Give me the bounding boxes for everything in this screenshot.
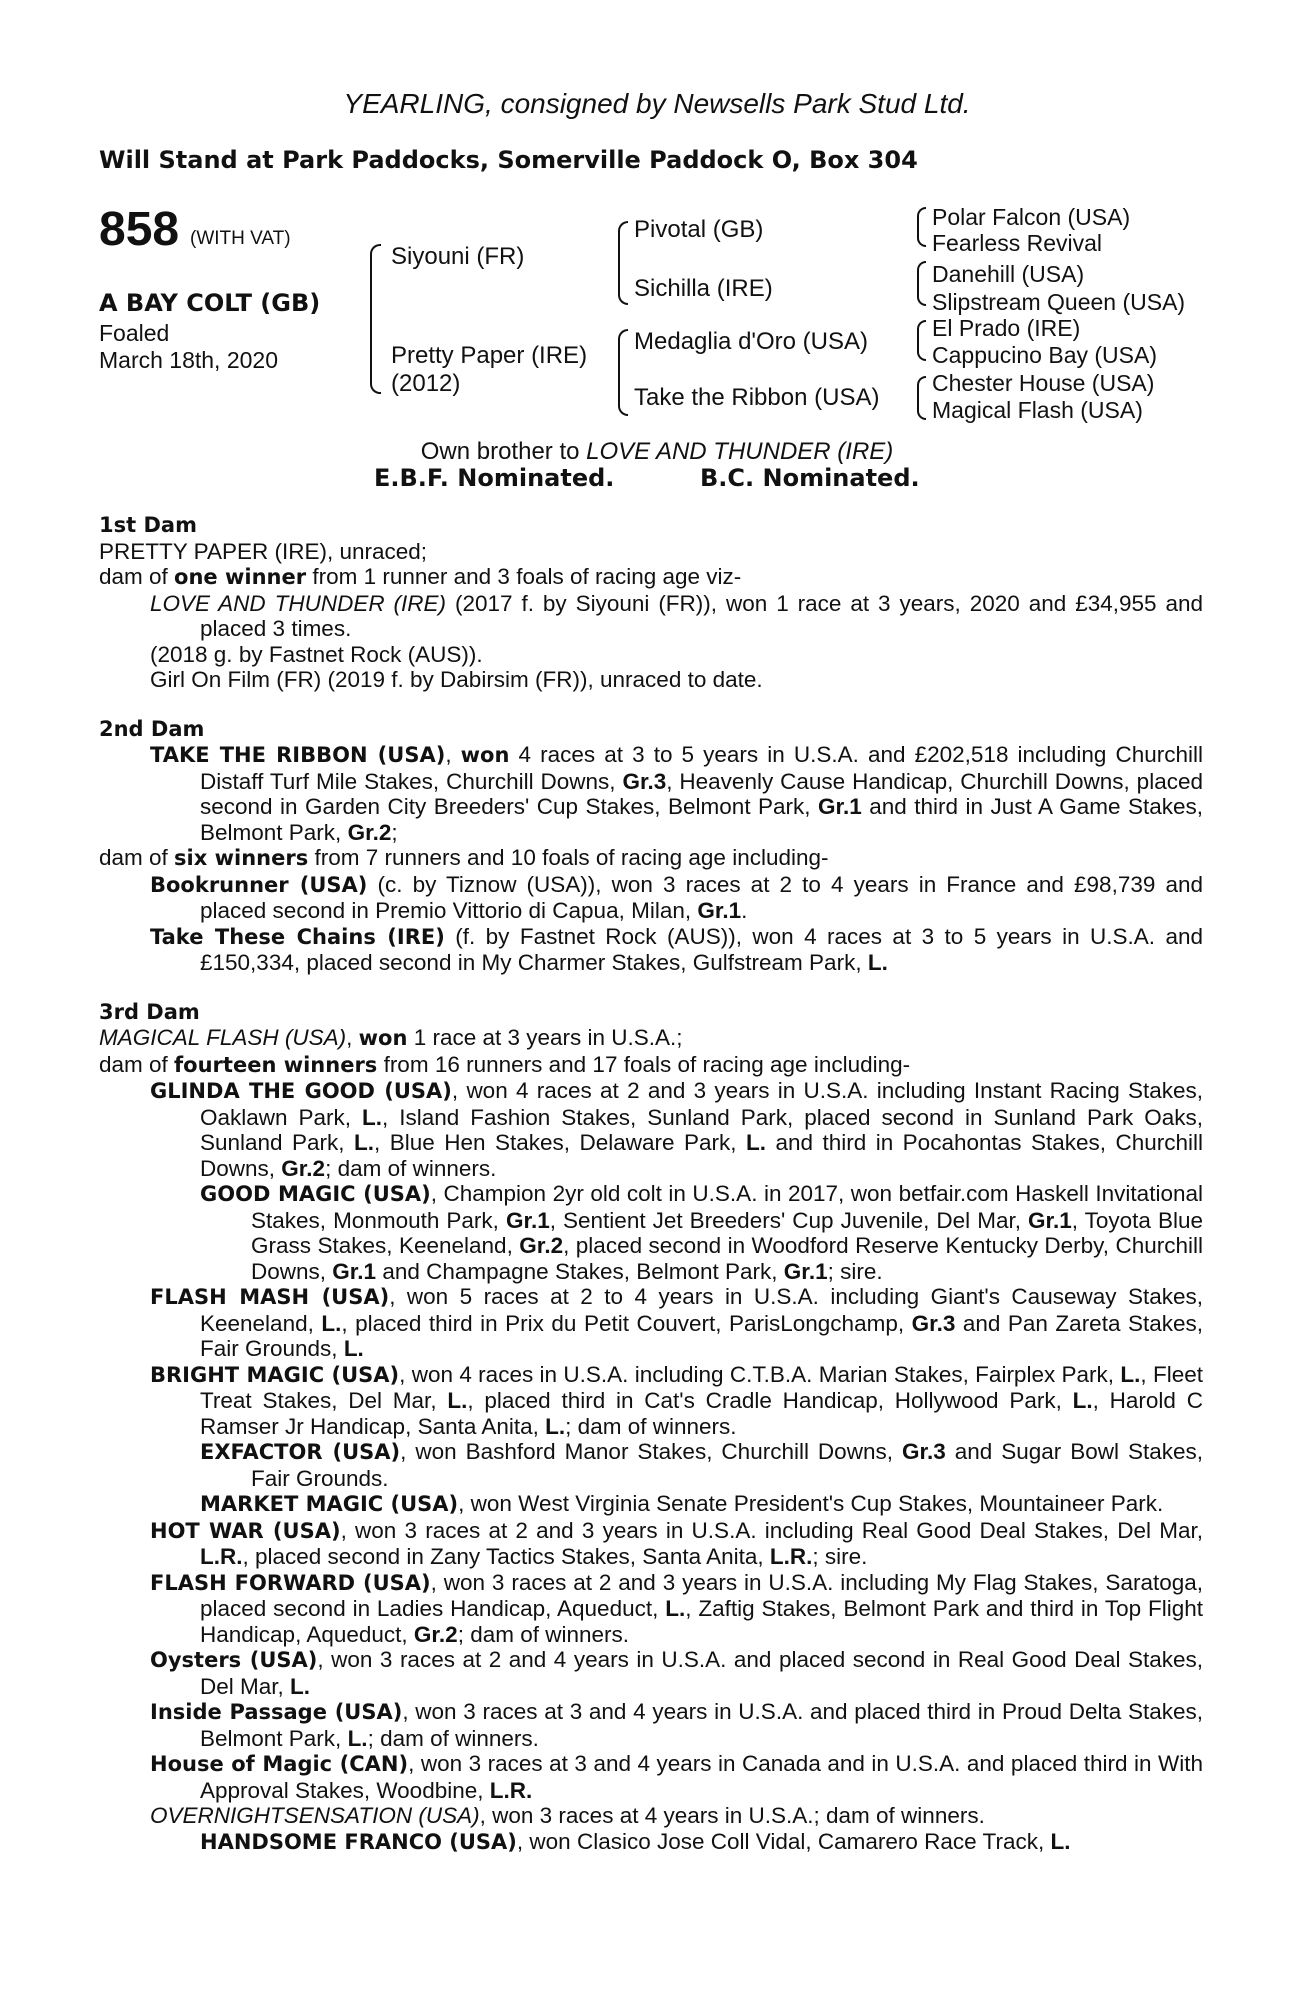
- record-entry: [99, 1751, 1203, 1803]
- record-entry: [99, 1052, 1203, 1079]
- entry-text: and Champagne Stakes, Belmont Park,: [376, 1258, 784, 1284]
- entry-text: , placed third in Cat's Cradle Handicap, Hollywood Park,: [467, 1388, 1073, 1413]
- horse-name: A BAY COLT (GB): [99, 289, 321, 317]
- bc-nomination: B.C. Nominated.: [700, 464, 920, 492]
- race-grade: L.: [1050, 1828, 1071, 1854]
- horse-name-bold: Inside Passage (USA): [150, 1700, 403, 1724]
- race-grade: Gr.2: [347, 819, 392, 845]
- sale-heading: YEARLING, consigned by Newsells Park Stud Ltd.: [343, 88, 971, 119]
- entry-text: (c. by Tiznow (USA)), won 3 races at 2 to 4 years in France and £98,739 and placed second in Premio Vittorio di Capua, Milan,: [200, 871, 1203, 923]
- section-entries: [99, 539, 1203, 693]
- horse-name-bold: FLASH MASH (USA): [150, 1285, 390, 1309]
- entry-text: ,: [445, 742, 461, 767]
- race-grade: L.: [1072, 1388, 1093, 1413]
- g3-horse: Fearless Revival: [932, 230, 1102, 256]
- record-entry: [150, 667, 1203, 693]
- own-brother-name: LOVE AND THUNDER (IRE): [586, 438, 894, 465]
- brace-g3-4: [917, 376, 926, 420]
- race-grade: L.R.: [200, 1544, 243, 1569]
- sire-dam: Sichilla (IRE): [634, 275, 773, 302]
- horse-name-bold: GLINDA THE GOOD (USA): [150, 1079, 452, 1103]
- section-heading: 1st Dam: [99, 513, 197, 537]
- lot-number: 858: [99, 203, 180, 256]
- g3-horse: Danehill (USA): [932, 261, 1085, 287]
- race-grade: Gr.3: [911, 1310, 956, 1336]
- race-grade: L.R.: [489, 1777, 533, 1803]
- horse-name-italic: MAGICAL FLASH (USA): [99, 1025, 347, 1050]
- horse-name-bold: GOOD MAGIC (USA): [200, 1182, 431, 1206]
- race-grade: L.: [1120, 1361, 1141, 1387]
- foaled-date: March 18th, 2020: [99, 347, 279, 373]
- brace-parents: [370, 244, 381, 394]
- entry-text: , Harold C Ramser Jr Handicap, Santa Anita,: [200, 1388, 1203, 1439]
- race-grade: L.: [545, 1413, 566, 1439]
- entry-text: , placed second in Woodford Reserve Kentucky Derby, Churchill Downs,: [251, 1233, 1204, 1284]
- section-heading: 3rd Dam: [99, 999, 200, 1024]
- entry-text: ; dam of winners.: [367, 1725, 539, 1751]
- horse-name-bold: HANDSOME FRANCO (USA): [200, 1829, 517, 1854]
- entry-text: and Sugar Bowl Stakes, Fair Grounds.: [251, 1439, 1204, 1491]
- sire: Siyouni (FR): [391, 243, 525, 270]
- horse-name-italic: LOVE AND THUNDER (IRE): [150, 590, 447, 616]
- horse-name-bold: Bookrunner (USA): [150, 872, 368, 897]
- ebf-nomination: E.B.F. Nominated.: [374, 464, 615, 492]
- entry-text: ; sire.: [827, 1258, 883, 1284]
- record-entry: [99, 1078, 1203, 1181]
- race-grade: L.: [745, 1130, 766, 1155]
- entry-text: and Pan Zareta Stakes, Fair Grounds,: [200, 1310, 1203, 1361]
- record-entry: [99, 1647, 1203, 1699]
- entry-text: 4 races at 3 to 5 years in U.S.A. and £202,518 including Churchill Distaff Turf Mile Stakes, Churchill Downs,: [200, 742, 1203, 794]
- second-dam-section: [99, 717, 1203, 976]
- stabling-location: Will Stand at Park Paddocks, Somerville Paddock O, Box 304: [99, 146, 918, 174]
- entry-text: , won 3 races at 2 and 4 years in U.S.A. and placed second in Real Good Deal Stakes, Del Mar,: [200, 1647, 1203, 1699]
- horse-name-bold: fourteen winners: [174, 1052, 378, 1077]
- race-grade: L.: [447, 1388, 468, 1413]
- section-heading: 2nd Dam: [99, 716, 205, 741]
- g3-horse: El Prado (IRE): [932, 315, 1081, 341]
- entry-text: 1 race at 3 years in U.S.A.;: [407, 1025, 683, 1050]
- race-grade: Gr.2: [413, 1621, 458, 1647]
- entry-text: , won 4 races at 2 and 3 years in U.S.A. including Instant Racing Stakes, Oaklawn Park,: [200, 1078, 1204, 1130]
- record-entry: [99, 1699, 1203, 1751]
- race-grade: Gr.1: [783, 1258, 828, 1284]
- record-entry: [99, 1181, 1203, 1284]
- race-grade: Gr.3: [622, 768, 667, 794]
- entry-text: , Island Fashion Stakes, Sunland Park, placed second in Sunland Park Oaks, Sunland Park,: [200, 1104, 1203, 1155]
- entry-text: , won 3 races at 4 years in U.S.A.; dam of winners.: [479, 1803, 985, 1828]
- horse-name-bold: Take These Chains (IRE): [150, 924, 445, 949]
- entry-text: ; dam of winners.: [565, 1413, 737, 1439]
- record-entry: [99, 924, 1203, 976]
- foaled-info: [99, 320, 278, 374]
- own-brother-note: [0, 438, 1314, 466]
- entry-text: , Toyota Blue Grass Stakes, Keeneland,: [251, 1207, 1204, 1258]
- horse-name-bold: FLASH FORWARD (USA): [150, 1570, 431, 1595]
- entry-text: , Heavenly Cause Handicap, Churchill Downs, placed second in Garden City Breeders' Cup Stakes, Belmont Park,: [200, 768, 1203, 819]
- race-grade: Gr.1: [505, 1207, 550, 1233]
- entry-text: and third in Just A Game Stakes, Belmont Park,: [200, 794, 1203, 845]
- brace-dam-line: [618, 329, 628, 416]
- entry-text: ; dam of winners.: [457, 1621, 630, 1647]
- entry-text: , Champion 2yr old colt in U.S.A. in 2017, won betfair.com Haskell Invitational Stakes, Monmouth Park,: [251, 1181, 1203, 1233]
- entry-text: , placed third in Prix du Petit Couvert, ParisLongchamp,: [341, 1310, 912, 1336]
- record-entry: [99, 539, 1203, 565]
- entry-text: Girl On Film (FR) (2019 f. by Dabirsim (FR)), unraced to date.: [150, 667, 763, 692]
- horse-name-bold: Oysters (USA): [150, 1648, 318, 1672]
- entry-text: from 7 runners and 10 foals of racing age including-: [308, 845, 829, 870]
- race-grade: Gr.2: [519, 1233, 564, 1258]
- entry-text: dam of: [99, 564, 175, 589]
- race-grade: Gr.1: [1028, 1207, 1072, 1233]
- entry-text: (2018 g. by Fastnet Rock (AUS)).: [150, 641, 483, 667]
- g3-horse: Chester House (USA): [932, 370, 1155, 396]
- horse-name-bold: TAKE THE RIBBON (USA): [150, 743, 446, 767]
- entry-text: , won 5 races at 2 to 4 years in U.S.A. including Giant's Causeway Stakes, Keeneland,: [200, 1284, 1203, 1336]
- entry-text: from 16 runners and 17 foals of racing age including-: [377, 1051, 911, 1077]
- dam: Pretty Paper (IRE): [391, 342, 588, 369]
- entry-text: (2017 f. by Siyouni (FR)), won 1 race at 3 years, 2020 and £34,955 and placed 3 times.: [200, 590, 1203, 641]
- horse-name-bold: won: [358, 1026, 408, 1050]
- race-grade: L.: [354, 1130, 375, 1155]
- entry-text: , won 3 races at 2 and 3 years in U.S.A. including Real Good Deal Stakes, Del Mar,: [340, 1517, 1203, 1543]
- dam-dam: Take the Ribbon (USA): [634, 384, 880, 411]
- third-dam-section: [99, 1000, 1203, 1856]
- race-grade: L.: [347, 1725, 368, 1751]
- dam-year: (2012): [391, 370, 461, 397]
- record-entry: [99, 1829, 1203, 1856]
- vat-note: (WITH VAT): [190, 228, 291, 249]
- dam-sire: Medaglia d'Oro (USA): [634, 328, 868, 355]
- entry-text: PRETTY PAPER (IRE), unraced;: [99, 538, 428, 564]
- record-entry: [99, 1570, 1203, 1648]
- race-grade: L.: [867, 950, 888, 975]
- record-entry: [99, 1803, 1203, 1829]
- sire-sire: Pivotal (GB): [634, 216, 764, 243]
- entry-text: , won 3 races at 3 and 4 years in Canada and in U.S.A. and placed third in With Approval Stakes, Woodbine,: [200, 1751, 1203, 1803]
- entry-text: , won Clasico Jose Coll Vidal, Camarero Race Track,: [516, 1828, 1051, 1854]
- entry-text: , placed second in Zany Tactics Stakes, Santa Anita,: [242, 1544, 770, 1569]
- g3-horse: Slipstream Queen (USA): [932, 289, 1186, 315]
- entry-text: (f. by Fastnet Rock (AUS)), won 4 races at 3 to 5 years in U.S.A. and £150,334, placed second in My Charmer Stakes, Gulfstream Park,: [200, 923, 1203, 975]
- record-entry: [99, 1025, 1203, 1052]
- horse-name-bold: won: [460, 743, 510, 767]
- record-entry: [99, 1439, 1203, 1491]
- horse-name-bold: BRIGHT MAGIC (USA): [150, 1362, 400, 1387]
- g3-horse: Cappucino Bay (USA): [932, 342, 1157, 368]
- horse-name-bold: MARKET MAGIC (USA): [200, 1492, 459, 1516]
- entry-text: , Blue Hen Stakes, Delaware Park,: [374, 1130, 746, 1155]
- entry-text: , won West Virginia Senate President's Cup Stakes, Mountaineer Park.: [458, 1491, 1164, 1516]
- section-entries: [99, 1025, 1203, 1855]
- record-entry: [99, 742, 1203, 845]
- record-entry: [99, 564, 1203, 591]
- brace-g3-1: [917, 207, 926, 247]
- entry-text: .: [741, 898, 748, 923]
- entry-text: , won 4 races in U.S.A. including C.T.B.A. Marian Stakes, Fairplex Park,: [399, 1361, 1121, 1387]
- race-grade: L.: [665, 1596, 686, 1621]
- entry-text: , Fleet Treat Stakes, Del Mar,: [200, 1361, 1203, 1413]
- race-grade: L.: [290, 1673, 311, 1699]
- entry-text: , won Bashford Manor Stakes, Churchill Downs,: [400, 1439, 902, 1464]
- entry-text: , Sentient Jet Breeders' Cup Juvenile, Del Mar,: [549, 1207, 1028, 1233]
- entry-text: dam of: [99, 1051, 175, 1077]
- record-entry: [99, 1491, 1203, 1518]
- horse-name-bold: House of Magic (CAN): [150, 1752, 409, 1776]
- entry-text: from 1 runner and 3 foals of racing age viz-: [306, 564, 742, 589]
- race-grade: Gr.1: [332, 1258, 377, 1284]
- entry-text: ; dam of winners.: [325, 1155, 497, 1181]
- entry-text: , won 3 races at 3 and 4 years in U.S.A. and placed third in Proud Delta Stakes, Belmont Park,: [200, 1699, 1203, 1751]
- horse-name-italic: OVERNIGHTSENSATION (USA): [150, 1803, 480, 1828]
- horse-name-bold: HOT WAR (USA): [150, 1518, 341, 1543]
- foaled-label: Foaled: [99, 320, 170, 346]
- record-entry: [99, 872, 1203, 924]
- g3-horse: Polar Falcon (USA): [932, 204, 1131, 230]
- brace-g3-2: [917, 261, 926, 306]
- entry-text: and third in Pocahontas Stakes, Churchill Downs,: [200, 1130, 1204, 1181]
- race-grade: L.: [343, 1336, 364, 1361]
- race-grade: L.: [361, 1104, 382, 1130]
- race-grade: Gr.3: [901, 1439, 946, 1464]
- record-entry: [99, 591, 1203, 642]
- g3-horse: Magical Flash (USA): [932, 397, 1143, 423]
- horse-name-bold: one winner: [174, 565, 307, 589]
- produce-record: [99, 513, 1203, 1855]
- entry-text: ; sire.: [812, 1544, 868, 1569]
- entry-text: , won 3 races at 2 and 3 years in U.S.A. including My Flag Stakes, Saratoga, placed second in Ladies Handicap, Aqueduct,: [200, 1569, 1204, 1621]
- horse-name-bold: six winners: [174, 846, 309, 870]
- brace-sire-line: [618, 221, 628, 305]
- section-entries: [99, 742, 1203, 976]
- record-entry: [99, 1518, 1203, 1570]
- record-entry: [99, 1284, 1203, 1362]
- race-grade: Gr.1: [818, 794, 862, 819]
- record-entry: [99, 845, 1203, 872]
- entry-text: ,: [346, 1025, 359, 1050]
- race-grade: L.: [321, 1310, 342, 1336]
- entry-text: , Zaftig Stakes, Belmont Park and third in Top Flight Handicap, Aqueduct,: [200, 1596, 1203, 1647]
- record-entry: [150, 642, 1203, 668]
- own-brother-prefix: Own brother to: [420, 438, 587, 465]
- entry-text: dam of: [99, 845, 175, 870]
- entry-text: ;: [391, 819, 398, 845]
- race-grade: Gr.2: [281, 1155, 326, 1181]
- race-grade: L.R.: [769, 1544, 813, 1569]
- brace-g3-3: [917, 320, 926, 361]
- record-entry: [99, 1362, 1203, 1440]
- first-dam-section: [99, 513, 1203, 693]
- horse-name-bold: EXFACTOR (USA): [200, 1440, 401, 1464]
- race-grade: Gr.1: [697, 898, 742, 923]
